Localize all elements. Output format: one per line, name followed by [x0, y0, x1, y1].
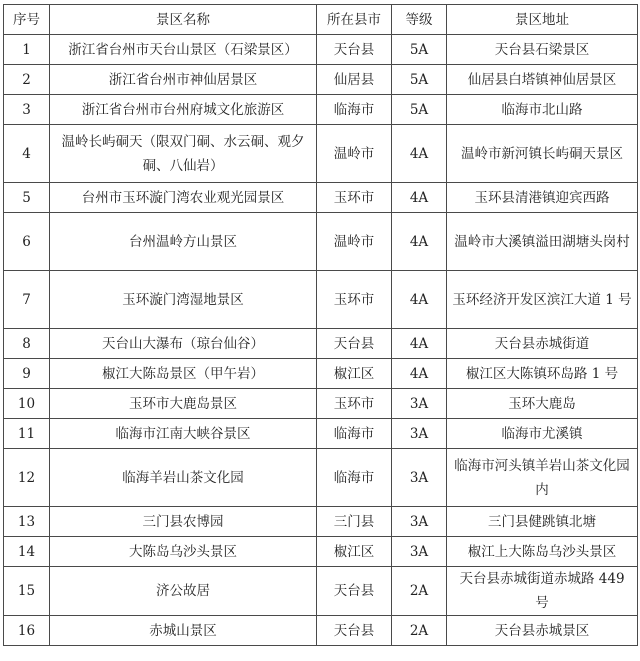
- cell-name: 赤城山景区: [50, 616, 317, 646]
- cell-county: 温岭市: [317, 213, 392, 271]
- header-level: 等级: [392, 5, 447, 35]
- cell-county: 三门县: [317, 507, 392, 537]
- cell-county: 椒江区: [317, 359, 392, 389]
- cell-name: 台州市玉环漩门湾农业观光园景区: [50, 183, 317, 213]
- cell-no: 8: [4, 329, 50, 359]
- cell-level: 3A: [392, 389, 447, 419]
- cell-address: 椒江区大陈镇环岛路 1 号: [447, 359, 638, 389]
- table-row: [4, 271, 638, 329]
- header-no: 序号: [4, 5, 50, 35]
- cell-no: 16: [4, 616, 50, 646]
- cell-county: 仙居县: [317, 65, 392, 95]
- cell-address: 天台县赤城街道赤城路 449 号: [447, 567, 638, 616]
- cell-level: 4A: [392, 213, 447, 271]
- cell-address: 玉环县清港镇迎宾西路: [447, 183, 638, 213]
- cell-no: 5: [4, 183, 50, 213]
- cell-level: 4A: [392, 329, 447, 359]
- cell-name: 临海市江南大峡谷景区: [50, 419, 317, 449]
- table-row: [4, 389, 638, 419]
- cell-name: 浙江省台州市天台山景区（石梁景区）: [50, 35, 317, 65]
- cell-no: 6: [4, 213, 50, 271]
- cell-name: 玉环漩门湾湿地景区: [50, 271, 317, 329]
- cell-address: 天台县石梁景区: [447, 35, 638, 65]
- cell-level: 4A: [392, 183, 447, 213]
- cell-county: 天台县: [317, 35, 392, 65]
- cell-address: 临海市尤溪镇: [447, 419, 638, 449]
- cell-name: 温岭长屿硐天（限双门硐、水云硐、观夕硐、八仙岩）: [50, 125, 317, 183]
- cell-name: 大陈岛乌沙头景区: [50, 537, 317, 567]
- cell-address: 天台县赤城街道: [447, 329, 638, 359]
- cell-name: 玉环市大鹿岛景区: [50, 389, 317, 419]
- cell-level: 5A: [392, 65, 447, 95]
- cell-no: 13: [4, 507, 50, 537]
- table-row: [4, 449, 638, 507]
- cell-address: 椒江上大陈岛乌沙头景区: [447, 537, 638, 567]
- cell-no: 7: [4, 271, 50, 329]
- cell-no: 12: [4, 449, 50, 507]
- cell-name: 临海羊岩山茶文化园: [50, 449, 317, 507]
- cell-name: 台州温岭方山景区: [50, 213, 317, 271]
- cell-address: 温岭市新河镇长屿硐天景区: [447, 125, 638, 183]
- cell-county: 温岭市: [317, 125, 392, 183]
- header-county: 所在县市: [317, 5, 392, 35]
- table-row: [4, 567, 638, 616]
- cell-no: 9: [4, 359, 50, 389]
- cell-address: 仙居县白塔镇神仙居景区: [447, 65, 638, 95]
- table-row: [4, 95, 638, 125]
- cell-level: 4A: [392, 271, 447, 329]
- cell-no: 4: [4, 125, 50, 183]
- scenic-spots-table: [3, 4, 638, 646]
- table-row: [4, 329, 638, 359]
- table-row: [4, 537, 638, 567]
- cell-name: 椒江大陈岛景区（甲午岩）: [50, 359, 317, 389]
- cell-county: 天台县: [317, 567, 392, 616]
- cell-level: 3A: [392, 537, 447, 567]
- table-row: [4, 35, 638, 65]
- cell-address: 临海市河头镇羊岩山茶文化园内: [447, 449, 638, 507]
- cell-level: 3A: [392, 507, 447, 537]
- cell-name: 浙江省台州市台州府城文化旅游区: [50, 95, 317, 125]
- cell-no: 14: [4, 537, 50, 567]
- cell-county: 椒江区: [317, 537, 392, 567]
- cell-address: 玉环经济开发区滨江大道 1 号: [447, 271, 638, 329]
- cell-county: 玉环市: [317, 389, 392, 419]
- cell-level: 2A: [392, 616, 447, 646]
- cell-level: 4A: [392, 359, 447, 389]
- cell-address: 天台县赤城景区: [447, 616, 638, 646]
- cell-county: 临海市: [317, 419, 392, 449]
- cell-no: 3: [4, 95, 50, 125]
- header-address: 景区地址: [447, 5, 638, 35]
- table-header-row: [4, 5, 638, 35]
- table-row: [4, 616, 638, 646]
- cell-address: 玉环大鹿岛: [447, 389, 638, 419]
- cell-name: 济公故居: [50, 567, 317, 616]
- cell-address: 温岭市大溪镇溢田湖塘头岗村: [447, 213, 638, 271]
- cell-county: 玉环市: [317, 183, 392, 213]
- cell-county: 天台县: [317, 616, 392, 646]
- cell-no: 10: [4, 389, 50, 419]
- cell-address: 临海市北山路: [447, 95, 638, 125]
- cell-name: 浙江省台州市神仙居景区: [50, 65, 317, 95]
- table-row: [4, 507, 638, 537]
- cell-no: 11: [4, 419, 50, 449]
- cell-level: 5A: [392, 35, 447, 65]
- cell-county: 临海市: [317, 449, 392, 507]
- table-row: [4, 419, 638, 449]
- cell-level: 2A: [392, 567, 447, 616]
- cell-no: 15: [4, 567, 50, 616]
- cell-no: 2: [4, 65, 50, 95]
- cell-name: 天台山大瀑布（琼台仙谷）: [50, 329, 317, 359]
- cell-address: 三门县健跳镇北塘: [447, 507, 638, 537]
- table-row: [4, 183, 638, 213]
- cell-level: 3A: [392, 449, 447, 507]
- cell-name: 三门县农博园: [50, 507, 317, 537]
- header-name: 景区名称: [50, 5, 317, 35]
- cell-county: 临海市: [317, 95, 392, 125]
- cell-level: 4A: [392, 125, 447, 183]
- table-row: [4, 65, 638, 95]
- cell-county: 玉环市: [317, 271, 392, 329]
- table-row: [4, 125, 638, 183]
- cell-county: 天台县: [317, 329, 392, 359]
- cell-level: 5A: [392, 95, 447, 125]
- cell-level: 3A: [392, 419, 447, 449]
- cell-no: 1: [4, 35, 50, 65]
- table-row: [4, 213, 638, 271]
- table-row: [4, 359, 638, 389]
